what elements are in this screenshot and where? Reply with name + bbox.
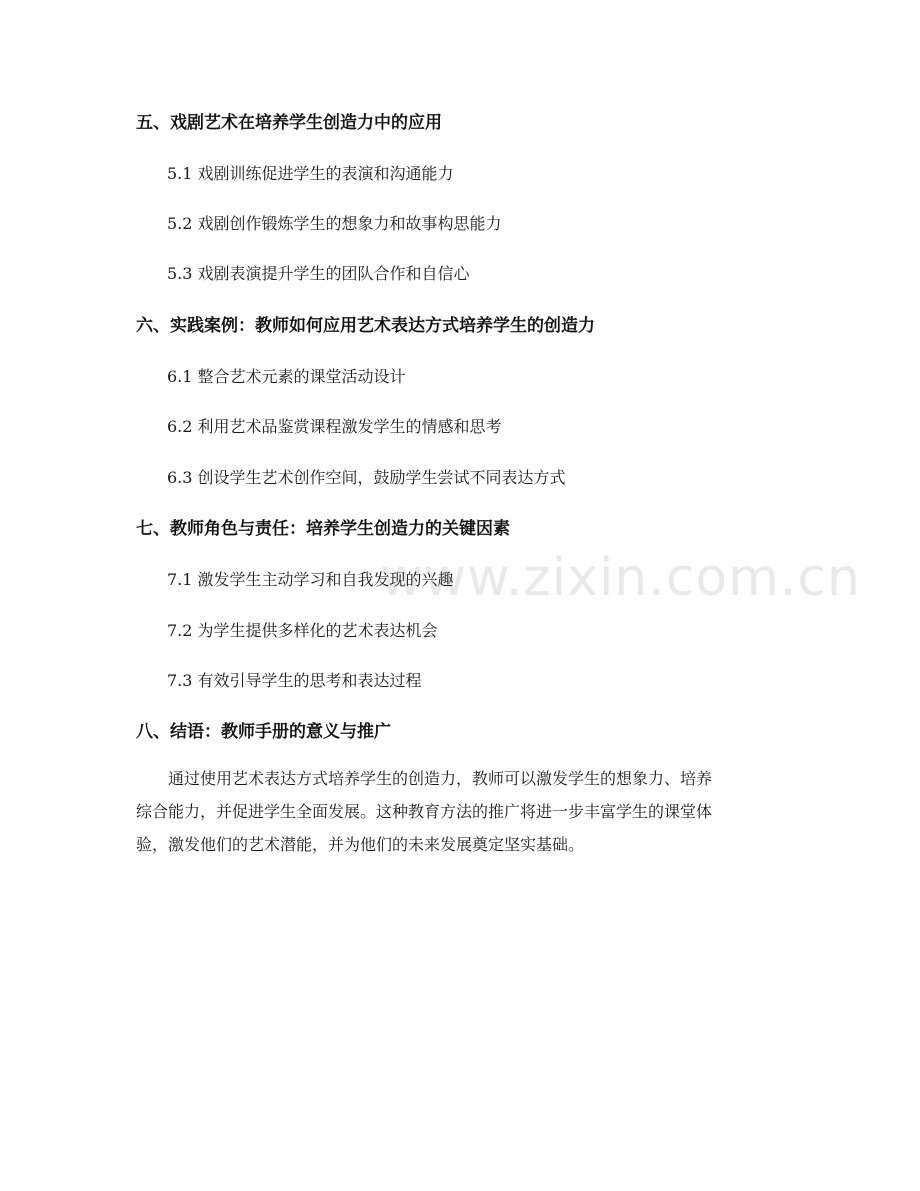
- subsection-7-1: 7.1 激发学生主动学习和自我发现的兴趣: [167, 570, 454, 589]
- section-heading-7: 七、教师角色与责任：培养学生创造力的关键因素: [136, 519, 510, 539]
- subsection-5-3: 5.3 戏剧表演提升学生的团队合作和自信心: [167, 264, 470, 283]
- section-heading-5: 五、戏剧艺术在培养学生创造力中的应用: [136, 113, 442, 133]
- watermark: www.zixin.com.cn: [380, 548, 861, 608]
- paragraph-line: 综合能力，并促进学生全面发展。这种教育方法的推广将进一步丰富学生的课堂体: [136, 802, 713, 821]
- subsection-6-3: 6.3 创设学生艺术创作空间，鼓励学生尝试不同表达方式: [167, 468, 566, 487]
- conclusion-paragraph: [136, 762, 786, 861]
- paragraph-line: 验，激发他们的艺术潜能，并为他们的未来发展奠定坚实基础。: [136, 835, 585, 854]
- section-heading-6: 六、实践案例：教师如何应用艺术表达方式培养学生的创造力: [136, 316, 595, 336]
- subsection-7-3: 7.3 有效引导学生的思考和表达过程: [167, 671, 422, 690]
- paragraph-line: 通过使用艺术表达方式培养学生的创造力，教师可以激发学生的想象力、培养: [136, 769, 713, 788]
- section-heading-8: 八、结语：教师手册的意义与推广: [136, 722, 391, 742]
- subsection-6-2: 6.2 利用艺术品鉴赏课程激发学生的情感和思考: [167, 417, 502, 436]
- subsection-7-2: 7.2 为学生提供多样化的艺术表达机会: [167, 621, 438, 640]
- subsection-5-2: 5.2 戏剧创作锻炼学生的想象力和故事构思能力: [167, 214, 502, 233]
- subsection-6-1: 6.1 整合艺术元素的课堂活动设计: [167, 367, 406, 386]
- subsection-5-1: 5.1 戏剧训练促进学生的表演和沟通能力: [167, 164, 454, 183]
